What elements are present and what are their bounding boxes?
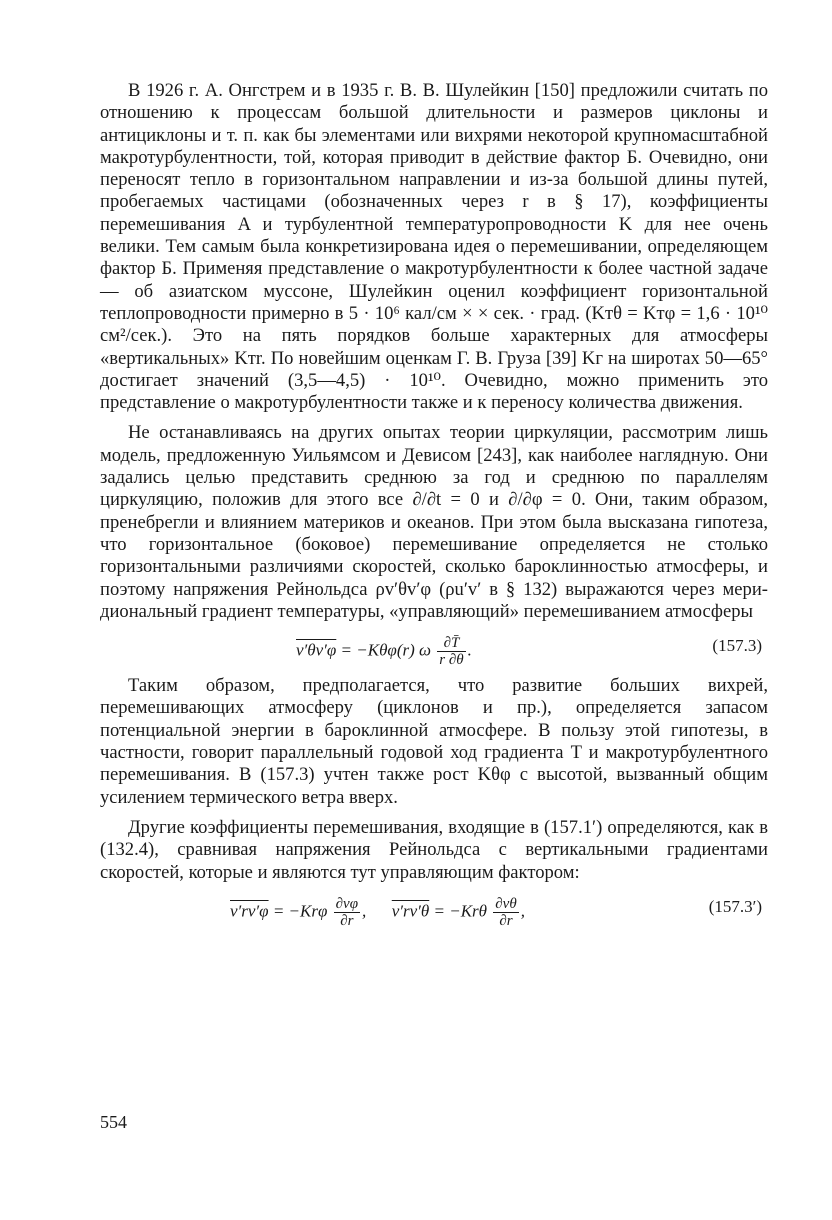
eq2-lhs2: v′rv′θ (391, 901, 430, 921)
equation-157-3-prime (100, 888, 768, 928)
eq2-rhs1: = −Krφ (272, 901, 328, 921)
equation-157-3 (100, 627, 768, 667)
eq2-rhs2: = −Krθ (433, 901, 487, 921)
eq1-rhs: = −Kθφ(r) ω (340, 640, 432, 660)
eq1-lhs: v′θv′φ (296, 640, 337, 660)
page-number: 554 (100, 1112, 127, 1132)
eq2-frac1-num: ∂vφ (335, 895, 358, 912)
eq1-tail: . (467, 640, 472, 660)
eq2-fraction-2 (493, 896, 518, 929)
eq2-sep: , (362, 901, 367, 921)
eq2-tail: , (520, 901, 525, 921)
eq1-fraction (437, 635, 465, 668)
eq2-frac2-num: ∂vθ (495, 895, 517, 912)
paragraph-2: Не останавливаясь на других опытах теории циркуляции, рассмотрим лишь модель, предложенную Уильямсом и Девисом [243], как наиболее наглядную. Они задались целью представить среднюю за год и среднюю по параллелям циркуляцию, положив для этого все ∂/∂t = 0 и ∂/∂φ = 0. Они, таким образом, пренебрегли и влиянием материков и океанов. При этом была высказана гипотеза, что горизонтальное (боковое) перемешивание определяется не столько горизонтальными различиями скоростей, сколько бароклинностью атмосферы, и поэтому напряжения Рейнольдса ρv′θv′φ (ρu′v′ в § 132) выражаются через меридиональный градиент температуры, «управляющий» перемешиванием атмосферы (100, 422, 768, 622)
eq1-frac-den: r ∂θ (439, 652, 464, 669)
eq2-fraction-1 (334, 896, 360, 929)
eq2-frac2-den: ∂r (499, 912, 513, 929)
page-body (100, 80, 768, 936)
paragraph-3: Таким образом, предполагается, что развитие больших вихрей, перемешивающих атмосферу (циклонов и пр.), определяется запасом потенциальной энергии в бароклинной атмосфере. В пользу этой гипотезы, в частности, говорит параллельный годовой ход градиента T и макротурбулентного перемешивания. В (157.3) учтен также рост Kθφ с высотой, вызванный общим усилением термического ветра вверх. (100, 675, 768, 808)
equation-157-3-prime-number: (157.3′) (708, 896, 762, 916)
equation-157-3-prime-formula (230, 896, 525, 929)
eq2-frac1-den: ∂r (340, 912, 354, 929)
paragraph-1: В 1926 г. А. Онгстрем и в 1935 г. В. В. Шулейкин [150] предложили считать по отношению к процессам большой длительности и размеров циклоны и антициклоны и т. п. как бы элементами или вихрями некоторой крупномасштабной макротурбулентности, той, которая приводит в действие фактор Б. Очевидно, они переносят тепло в горизонтальном направлении и из-за большой длины путей, пробегаемых частицами (обозначенных через r в § 17), коэффициенты перемешивания A и турбулентной температуропроводности K для нее очень велики. Тем самым была конкретизирована идея о перемешивании, определяющем фактор Б. Применяя представление о макротурбулентности к более частной задаче — об азиатском муссоне, Шулейкин оценил коэффициент горизонтальной теплопроводности примерно в 5 · 10⁶ кал/см × × сек. · град. (Kтθ = Kтφ = 1,6 · 10¹⁰ см²/сек.). Это на пять порядков больше характерных для атмосферы «вертикальных» Kтr. По новейшим оценкам Г. В. Груза [39] Kг на широтах 50—65° достигает значений (3,5—4,5) · 10¹⁰. Очевидно, можно применить это представление о макротурбулентности также и к переносу количества движения. (100, 80, 768, 414)
paragraph-4: Другие коэффициенты перемешивания, входящие в (157.1′) определяются, как в (132.4), сравнивая напряжения Рейнольдса с вертикальными градиентами скоростей, которые и являются тут управляющим фактором: (100, 816, 768, 883)
eq1-frac-num: ∂T̄ (437, 635, 465, 652)
eq2-lhs1: v′rv′φ (230, 901, 269, 921)
equation-157-3-formula (296, 635, 472, 668)
equation-157-3-number: (157.3) (712, 636, 762, 656)
